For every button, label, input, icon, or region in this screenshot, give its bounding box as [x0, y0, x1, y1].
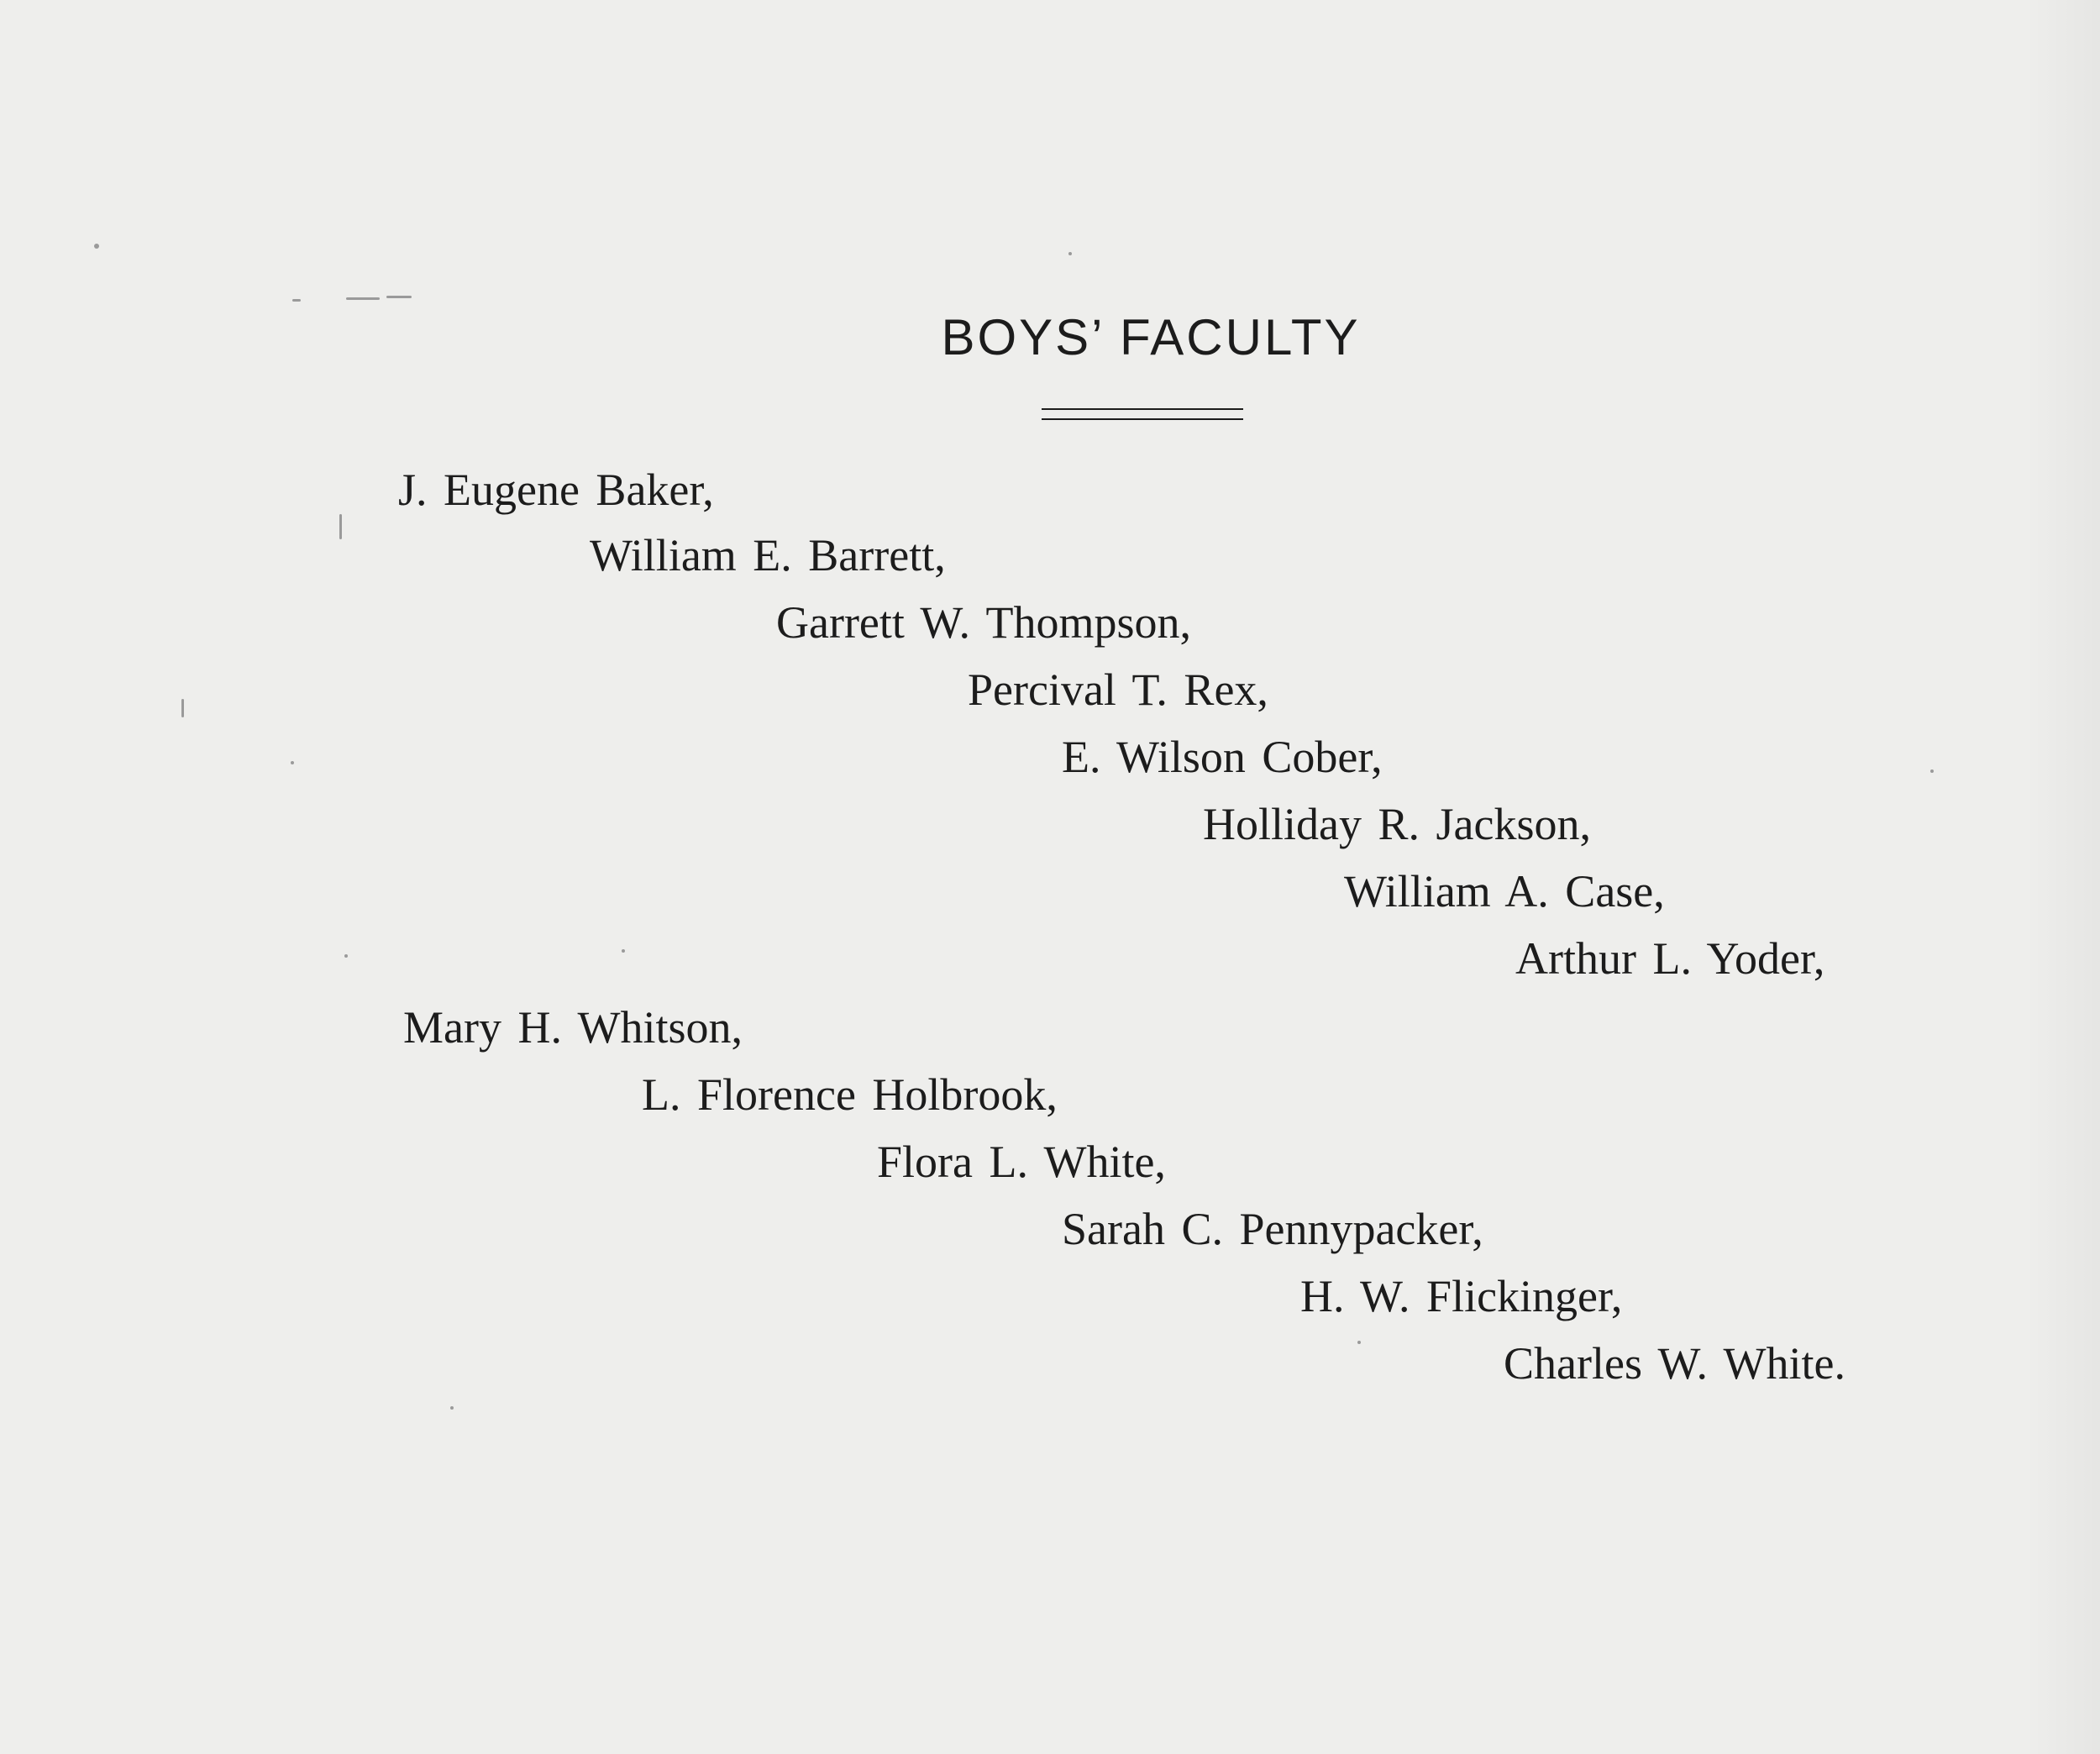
faculty-name: L. Florence Holbrook, [642, 1069, 1058, 1120]
faculty-name: Flora L. White, [877, 1137, 1166, 1187]
faculty-name: Percival T. Rex, [968, 664, 1268, 715]
print-speck [94, 244, 99, 249]
title-rule-lower [1042, 418, 1243, 420]
print-speck [450, 1406, 454, 1410]
faculty-name: H. W. Flickinger, [1300, 1271, 1623, 1321]
faculty-name: William A. Case, [1344, 866, 1665, 916]
print-speck [1068, 252, 1072, 255]
page-title: BOYS’ FACULTY [941, 309, 1361, 365]
faculty-name: Arthur L. Yoder, [1515, 933, 1825, 984]
print-speck [622, 949, 625, 953]
faculty-name: J. Eugene Baker, [398, 465, 714, 515]
faculty-name: William E. Barrett, [590, 530, 946, 580]
faculty-name: Sarah C. Pennypacker, [1062, 1204, 1483, 1254]
print-speck [346, 297, 380, 300]
faculty-name: Mary H. Whitson, [403, 1002, 743, 1053]
faculty-name: E. Wilson Cober, [1062, 732, 1383, 782]
faculty-name: Garrett W. Thompson, [776, 597, 1191, 648]
print-speck [292, 299, 301, 302]
print-speck [1930, 769, 1934, 773]
faculty-name: Holliday R. Jackson, [1203, 799, 1591, 849]
print-speck [1357, 1341, 1361, 1344]
title-rule-upper [1042, 408, 1243, 410]
print-speck [386, 296, 412, 298]
page-edge-shadow [2024, 0, 2100, 1754]
print-speck [181, 699, 184, 717]
faculty-name: Charles W. White. [1504, 1338, 1845, 1389]
print-speck [291, 761, 294, 764]
print-speck [344, 954, 348, 958]
print-speck [339, 514, 342, 539]
